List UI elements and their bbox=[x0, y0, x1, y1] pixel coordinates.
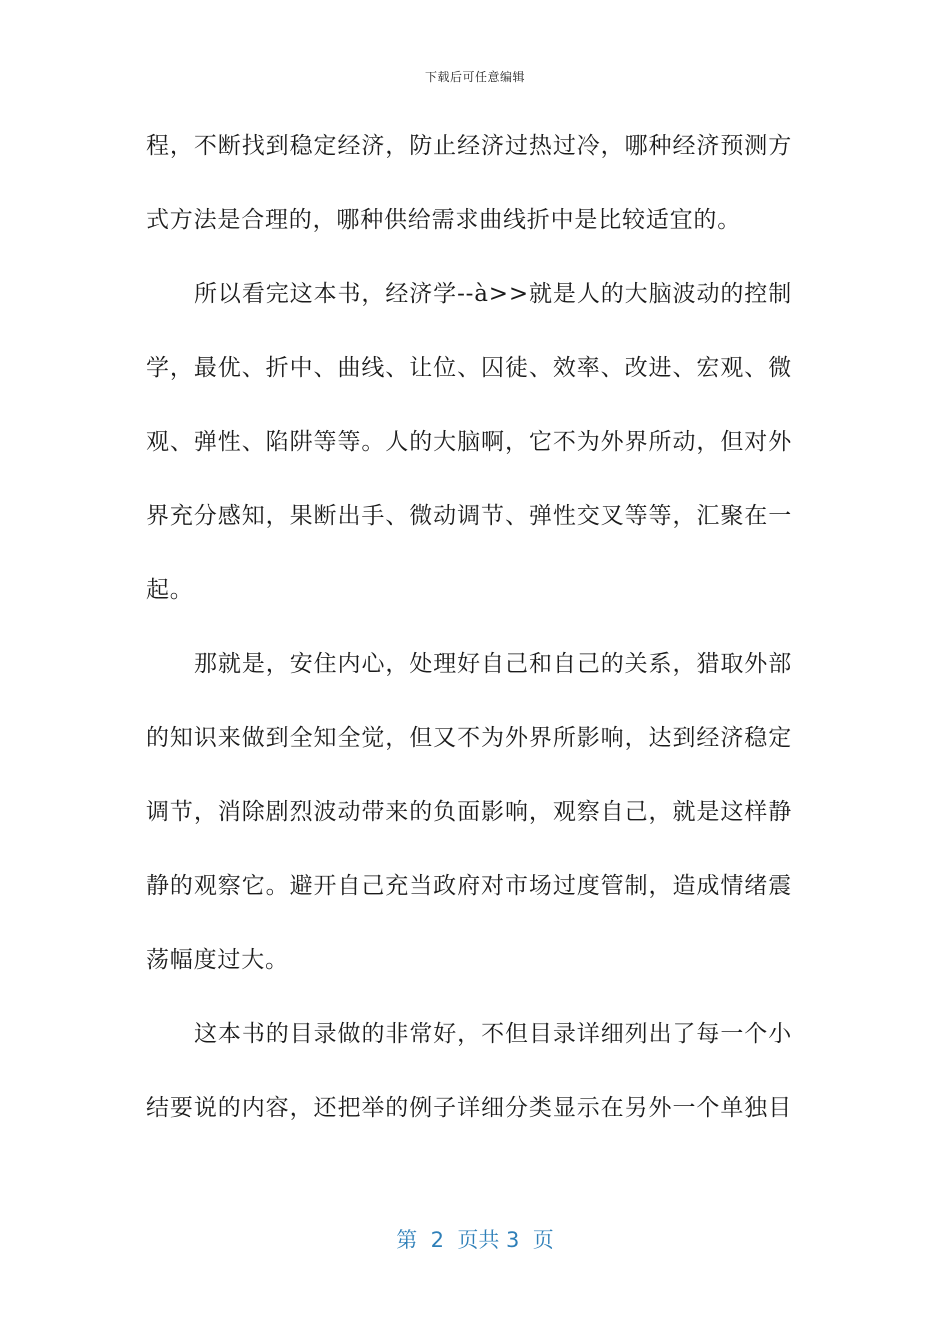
body-line: 式方法是合理的，哪种供给需求曲线折中是比较适宜的。 bbox=[146, 207, 741, 233]
paragraph-start-line: 这本书的目录做的非常好，不但目录详细列出了每一个小 bbox=[194, 1021, 792, 1047]
body-line: 的知识来做到全知全觉，但又不为外界所影响，达到经济稳定 bbox=[146, 725, 792, 751]
body-line: 结要说的内容，还把举的例子详细分类显示在另外一个单独目 bbox=[146, 1095, 792, 1121]
body-line: 界充分感知，果断出手、微动调节、弹性交叉等等，汇聚在一 bbox=[146, 503, 792, 529]
body-line: 起。 bbox=[146, 577, 194, 603]
body-line: 静的观察它。避开自己充当政府对市场过度管制，造成情绪震 bbox=[146, 873, 792, 899]
body-line: 调节，消除剧烈波动带来的负面影响，观察自己，就是这样静 bbox=[146, 799, 792, 825]
page-number-footer: 第 2 页共 3 页 bbox=[396, 1228, 554, 1252]
paragraph-start-line: 所以看完这本书，经济学--à>>就是人的大脑波动的控制 bbox=[194, 281, 792, 307]
body-line: 程，不断找到稳定经济，防止经济过热过冷，哪种经济预测方 bbox=[146, 133, 792, 159]
body-line: 荡幅度过大。 bbox=[146, 947, 289, 973]
document-body bbox=[146, 120, 792, 1156]
header-note: 下载后可任意编辑 bbox=[424, 70, 525, 84]
body-line: 学，最优、折中、曲线、让位、囚徒、效率、改进、宏观、微 bbox=[146, 355, 792, 381]
paragraph-start-line: 那就是，安住内心，处理好自己和自己的关系，猎取外部 bbox=[194, 651, 792, 677]
body-line: 观、弹性、陷阱等等。人的大脑啊，它不为外界所动，但对外 bbox=[146, 429, 792, 455]
